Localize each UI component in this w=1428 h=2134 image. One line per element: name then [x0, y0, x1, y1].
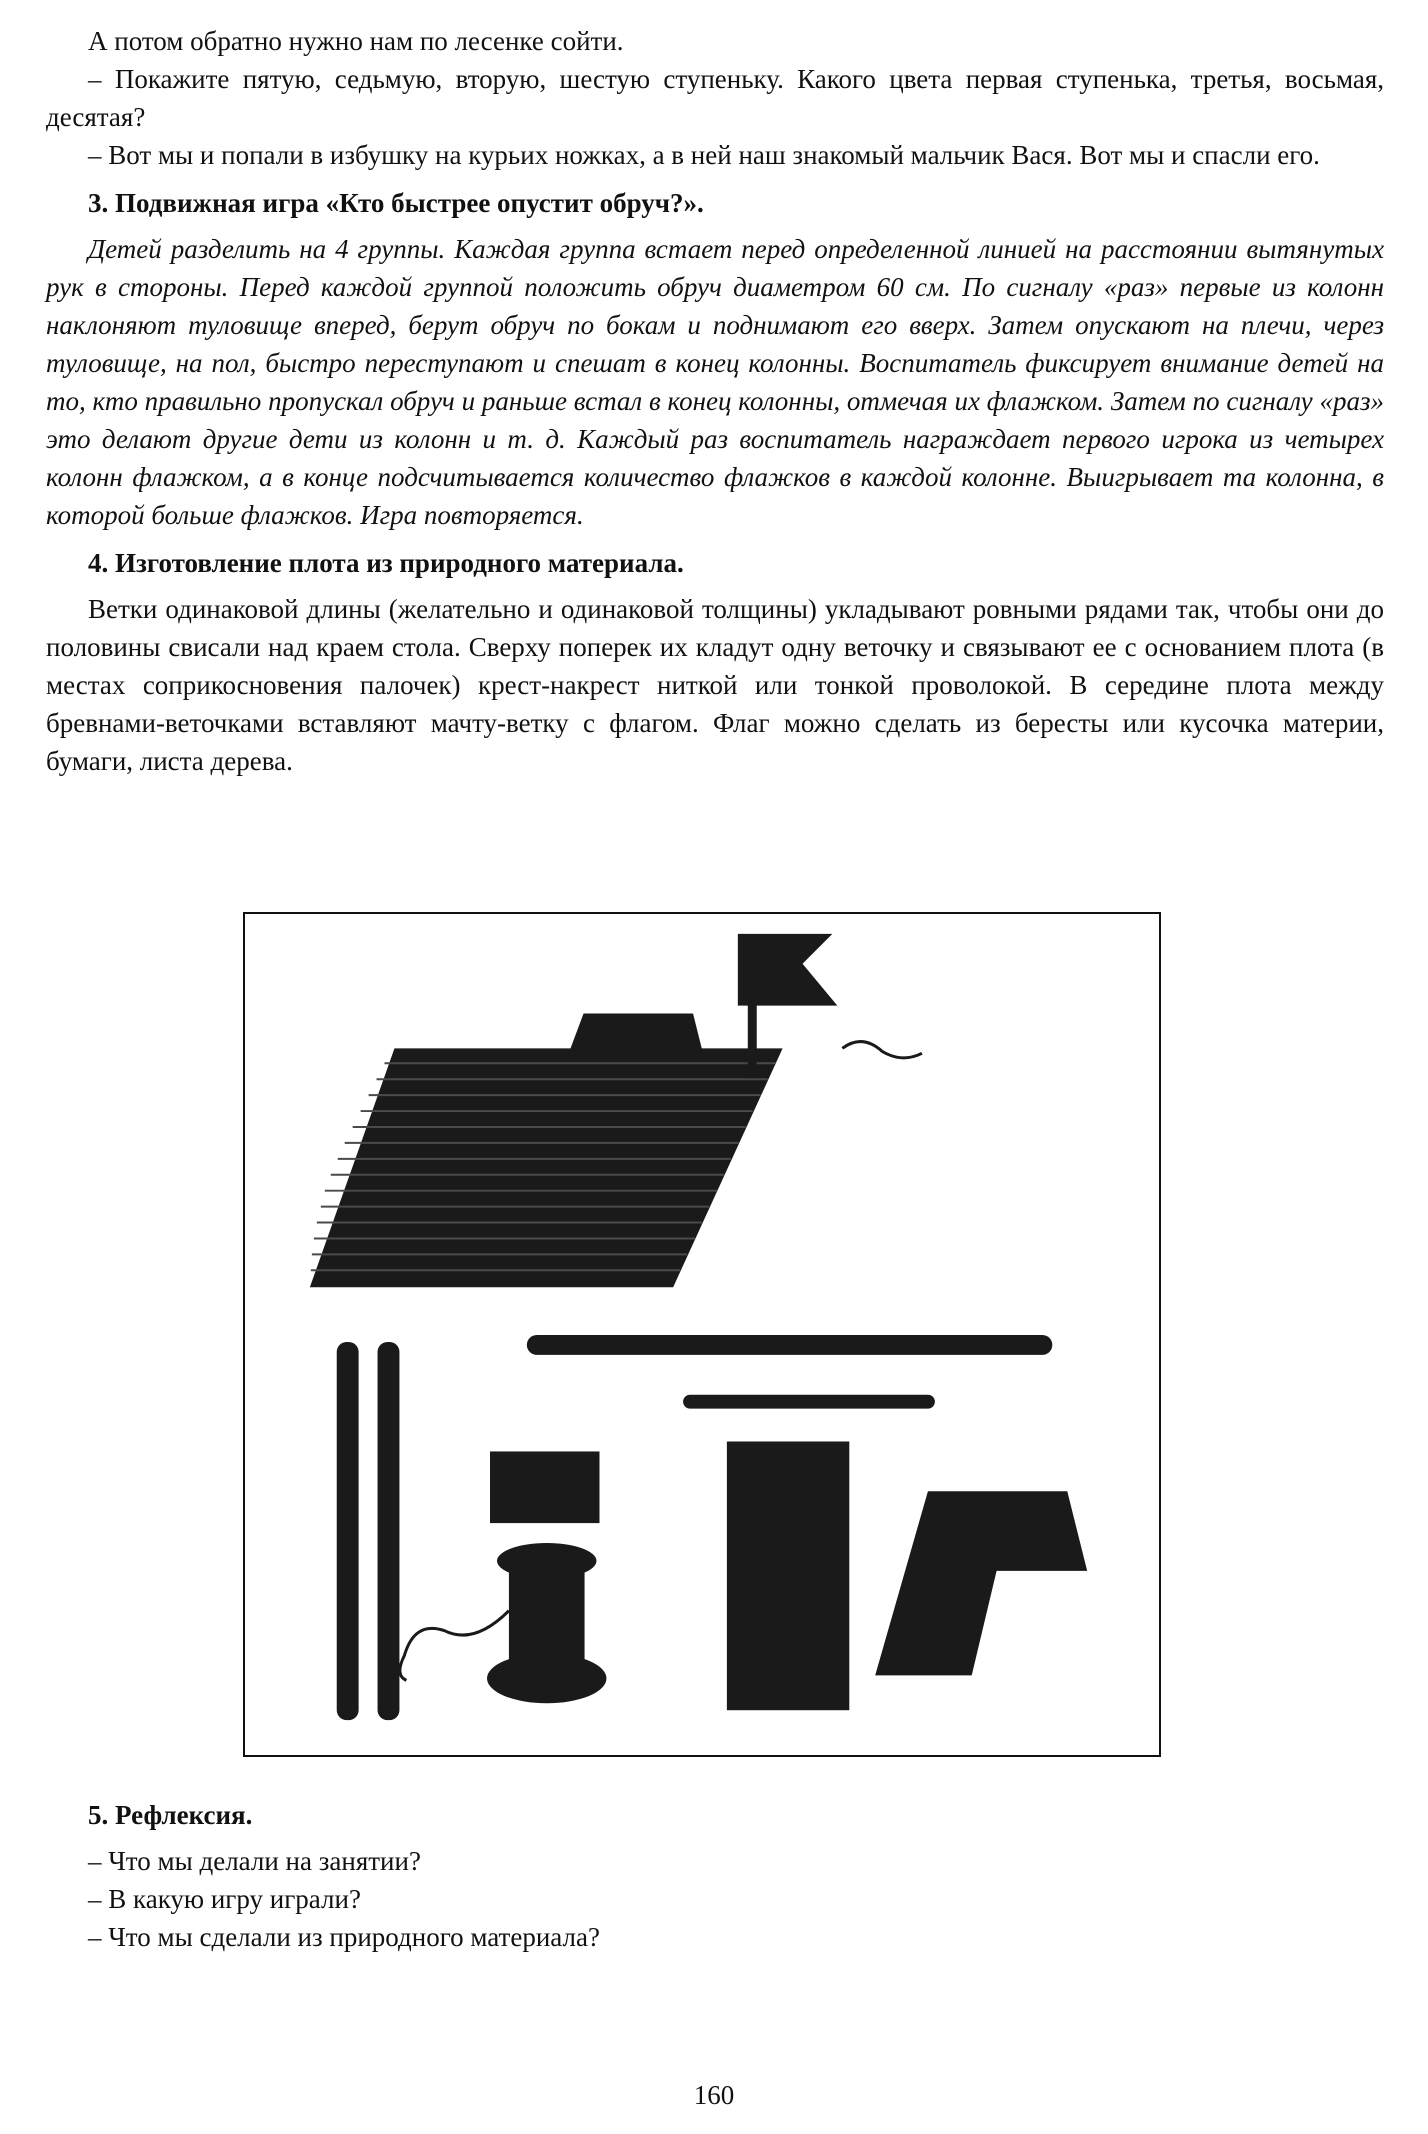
raft-deck — [310, 1048, 783, 1287]
intro-line-1: А потом обратно нужно нам по лесенке сойти. — [88, 26, 624, 56]
raft-tie-thread — [842, 1042, 922, 1058]
raft-illustration — [243, 912, 1161, 1757]
section-4-heading: 4. Изготовление плота из природного материала. — [88, 548, 684, 578]
section-5-heading: 5. Рефлексия. — [88, 1800, 253, 1830]
reflection-question-1: – Что мы делали на занятии? — [88, 1846, 421, 1876]
section-3-heading: 3. Подвижная игра «Кто быстрее опустит обруч?». — [88, 188, 704, 218]
page-number: 160 — [693, 2080, 735, 2110]
raft-drawing — [245, 914, 1159, 1755]
fabric-piece — [727, 1441, 849, 1710]
bark-piece — [490, 1451, 599, 1523]
section-3-text: Детей разделить на 4 группы. Каждая группа встает перед определенной линией на расстоянии вытянутых рук в стороны. Перед каждой группой положить обруч диаметром 60 см. По сигналу «раз» первые из колонн наклоняют туловище вперед, берут обруч по бокам и поднимают его вверх. Затем опускают на плечи, через туловище, на пол, быстро переступают и спешат в конец колонны. Воспитатель фиксирует внимание детей на то, кто правильно пропускал обруч и раньше встал в конец колонны, отмечая их флажком. Затем по сигналу «раз» это делают другие дети из колонн и т. д. Каждый раз воспитатель награждает первого игрока из четырех колонн флажком, а в конце подсчитывается количество флажков в каждой колонне. Выигрывает та колонна, в которой больше флажков. Игра повторяется. — [46, 234, 1384, 530]
raft-flag — [738, 934, 838, 1006]
intro-line-3: – Вот мы и попали в избушку на курьих ножках, а в ней наш знакомый мальчик Вася. Вот мы и спасли его. — [88, 140, 1320, 170]
long-branch — [527, 1335, 1053, 1355]
vertical-stick-1 — [337, 1342, 359, 1720]
short-branch — [683, 1395, 935, 1409]
intro-line-2: – Покажите пятую, седьмую, вторую, шестую ступеньку. Какого цвета первая ступенька, третья, восьмая, десятая? — [46, 64, 1384, 132]
section-4-text: Ветки одинаковой длины (желательно и одинаковой толщины) укладывают ровными рядами так, чтобы они до половины свисали над краем стола. Сверху поперек их кладут одну веточку и связывают ее с основанием плота (в местах соприкосновения палочек) крест-накрест ниткой или тонкой проволокой. В середине плота между бревнами-веточками вставляют мачту-ветку с флагом. Флаг можно сделать из бересты или кусочка материи, бумаги, листа дерева. — [46, 594, 1384, 776]
section-5 — [88, 1786, 1288, 1956]
reflection-question-3: – Что мы сделали из природного материала? — [88, 1922, 600, 1952]
paper-piece — [875, 1491, 1087, 1675]
spool-bottom — [487, 1653, 606, 1703]
raft-cross-branch — [569, 1014, 703, 1054]
page-content — [46, 22, 1384, 780]
reflection-question-2: – В какую игру играли? — [88, 1884, 361, 1914]
vertical-stick-2 — [378, 1342, 400, 1720]
section-3-body — [46, 230, 1384, 534]
